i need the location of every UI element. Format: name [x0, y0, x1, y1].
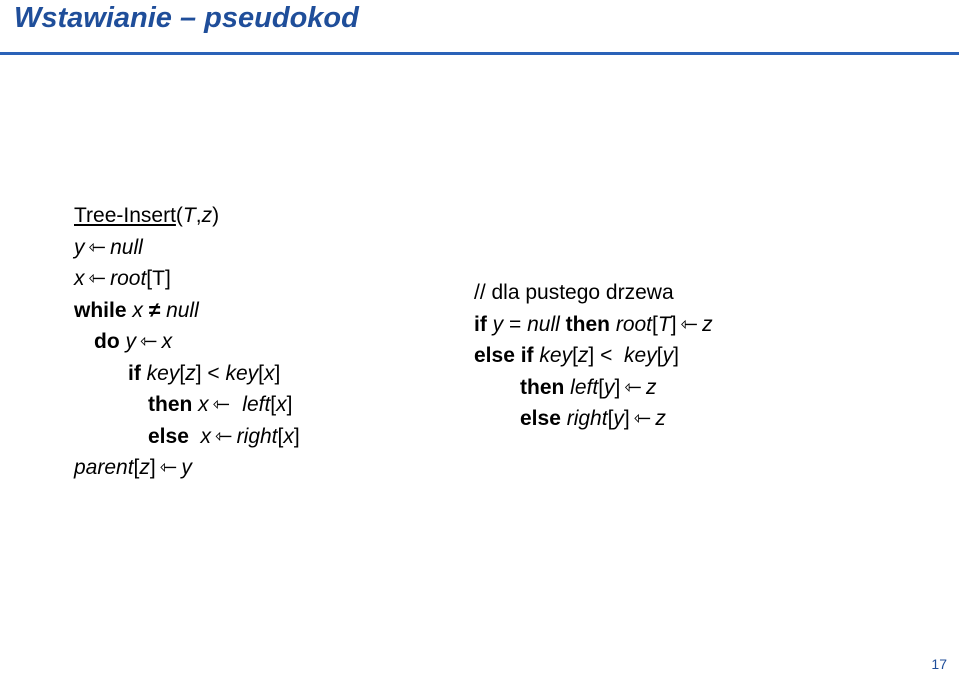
assign-arrow-icon: ⇽ [633, 407, 652, 430]
assign-arrow-icon: ⇽ [624, 375, 642, 399]
var-x: x [200, 424, 212, 448]
var-x: x [132, 298, 143, 322]
var-y: y [662, 344, 674, 367]
bracket-close: ] [195, 361, 202, 385]
var-y: y [604, 375, 615, 399]
procedure-header [74, 200, 300, 232]
fn-root: root [615, 312, 653, 336]
arg-z: z [201, 204, 213, 227]
var-y: y [74, 235, 85, 259]
bracket-open: [ [598, 375, 605, 399]
bracket-close: ] [286, 393, 293, 416]
var-x: x [161, 330, 173, 353]
code-line-8 [74, 421, 300, 453]
fn-right: right [566, 407, 608, 430]
assign-arrow-icon: ⇽ [212, 393, 231, 416]
bracket-close: ] [614, 375, 621, 399]
code-line-9 [74, 452, 300, 484]
keyword-while: while [74, 298, 127, 322]
keyword-then: then [520, 375, 565, 399]
args-comma: , [195, 204, 202, 227]
var-y: y [492, 312, 504, 336]
fn-key: key [539, 344, 573, 367]
bracket-close: ] [670, 312, 677, 336]
code-line-7 [74, 389, 300, 421]
bracket-close: ] [293, 424, 300, 448]
less-than-operator: < [594, 344, 625, 367]
var-y: y [181, 456, 192, 479]
keyword-else: else [148, 424, 189, 448]
keyword-else: else [520, 407, 561, 430]
empty-tree-pseudocode [474, 277, 713, 435]
fn-left: left [570, 375, 599, 399]
procedure-name: Tree-Insert [74, 204, 176, 227]
bracket-close: ] [149, 456, 156, 479]
var-z: z [655, 407, 666, 430]
fn-right: right [236, 424, 278, 448]
bracket-close: ] [673, 344, 679, 367]
fn-root: root [110, 267, 147, 290]
assign-arrow-icon: ⇽ [680, 312, 699, 336]
bracket-close: ] [623, 407, 630, 430]
arg-t: T [182, 204, 196, 227]
fn-key: key [225, 361, 259, 385]
code-line-5 [74, 326, 300, 358]
keyword-if: if [128, 361, 141, 385]
equals-operator: = [503, 312, 528, 336]
var-z: z [702, 312, 713, 336]
value-null: null [166, 298, 199, 322]
var-y: y [125, 330, 136, 353]
value-null: null [527, 312, 560, 336]
bracket-open: [ [133, 456, 140, 479]
fn-left: left [242, 393, 271, 416]
bracket-open: [ [258, 361, 265, 385]
args-close: ) [212, 204, 220, 227]
var-z: z [645, 375, 657, 399]
bracket-open: [ [572, 344, 578, 367]
var-z: z [577, 344, 589, 367]
bracket-close: ] [588, 344, 595, 367]
assign-arrow-icon: ⇽ [88, 267, 107, 290]
var-z: z [185, 361, 196, 385]
title-divider [0, 52, 959, 55]
fn-key: key [146, 361, 180, 385]
code-line-then-left [474, 372, 713, 404]
var-x: x [74, 267, 85, 290]
bracket-open: [ [652, 312, 658, 336]
assign-arrow-icon: ⇽ [88, 235, 107, 259]
code-line-6 [74, 358, 300, 390]
bracket-open: [ [277, 424, 284, 448]
code-line-root [474, 309, 713, 341]
assign-arrow-icon: ⇽ [215, 424, 233, 448]
keyword-do: do [94, 330, 120, 353]
code-line-2 [74, 232, 300, 264]
var-x: x [283, 424, 294, 448]
keyword-then: then [565, 312, 610, 336]
var-x: x [264, 361, 275, 385]
slide-title: Wstawianie – pseudokod [14, 2, 359, 34]
assign-arrow-icon: ⇽ [140, 330, 158, 353]
bracket-open: [ [179, 361, 186, 385]
fn-key: key [624, 344, 657, 367]
value-null: null [110, 235, 143, 259]
code-line-3 [74, 263, 300, 295]
keyword-then: then [148, 393, 193, 416]
code-line-else-if [474, 340, 713, 372]
keyword-if: if [474, 312, 487, 336]
var-z: z [139, 456, 150, 479]
args-open: ( [175, 204, 183, 227]
var-y: y [613, 407, 624, 430]
fn-root-arg: [T] [146, 267, 171, 290]
bracket-open: [ [270, 393, 277, 416]
less-than-operator: < [201, 361, 226, 385]
code-line-else-right [474, 403, 713, 435]
not-equal-icon: ≠ [148, 298, 161, 322]
var-t: T [657, 312, 671, 336]
keyword-else-if: else if [474, 344, 534, 367]
fn-parent: parent [74, 456, 134, 479]
bracket-close: ] [274, 361, 281, 385]
page-number: 17 [931, 656, 947, 672]
tree-insert-pseudocode [74, 200, 300, 484]
assign-arrow-icon: ⇽ [159, 456, 178, 479]
code-line-4 [74, 295, 300, 327]
bracket-open: [ [656, 344, 663, 367]
var-x: x [198, 393, 209, 416]
bracket-open: [ [607, 407, 614, 430]
comment-line: // dla pustego drzewa [474, 281, 674, 304]
var-x: x [276, 393, 287, 416]
